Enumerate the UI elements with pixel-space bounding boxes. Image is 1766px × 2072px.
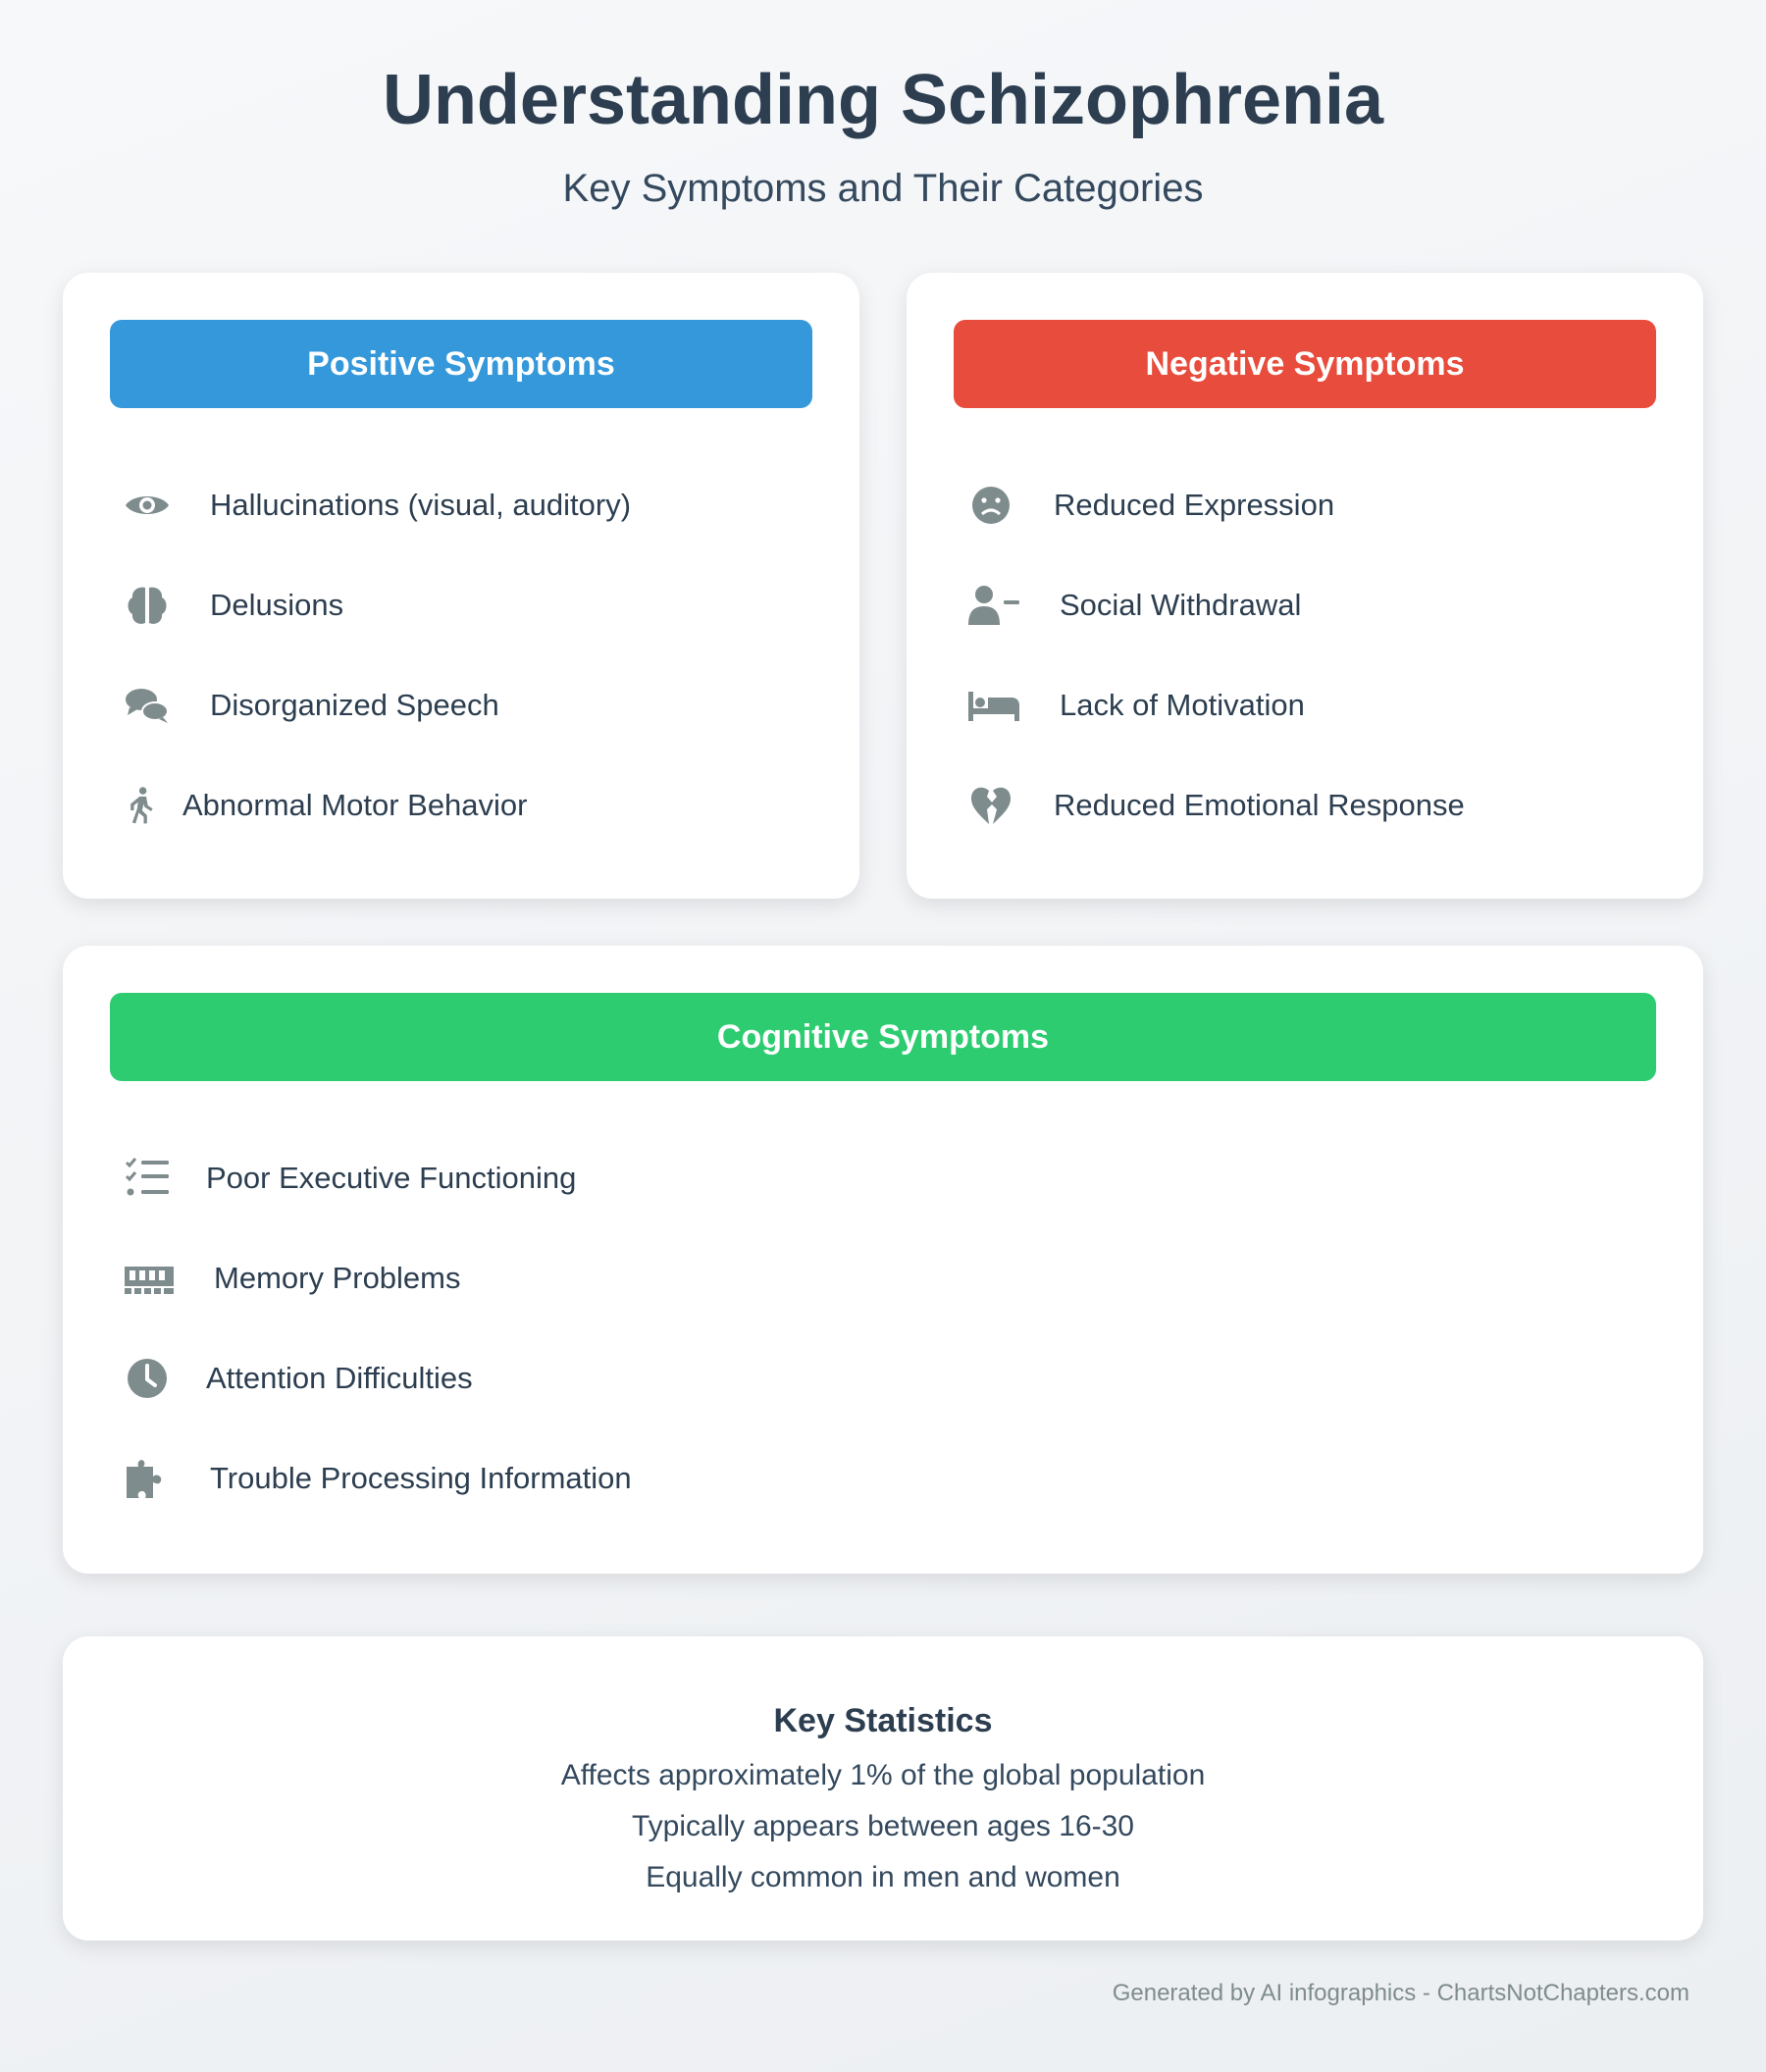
list-item: [965, 555, 1664, 655]
list-item: [122, 1228, 1664, 1328]
positive-symptoms-header: Positive Symptoms: [110, 320, 812, 408]
cognitive-symptoms-list: [122, 1128, 1664, 1528]
page-header: [0, 0, 1766, 211]
list-item: [122, 555, 820, 655]
list-item: [122, 1128, 1664, 1228]
walking-icon: [122, 780, 161, 831]
item-label: Attention Difficulties: [206, 1361, 473, 1395]
key-statistics-card: [63, 1636, 1703, 1941]
comments-icon: [122, 680, 173, 731]
list-item: [122, 455, 820, 555]
statistic-line: Equally common in men and women: [646, 1861, 1120, 1893]
item-label: Abnormal Motor Behavior: [182, 788, 528, 822]
brain-icon: [122, 580, 173, 631]
footer-credit: Generated by AI infographics - ChartsNotChapters.com: [1112, 1980, 1689, 2006]
key-statistics-list: [63, 1750, 1703, 1903]
item-label: Disorganized Speech: [210, 688, 499, 722]
puzzle-icon: [122, 1453, 173, 1504]
key-statistics-title: Key Statistics: [773, 1702, 993, 1739]
page-subtitle: Key Symptoms and Their Categories: [562, 167, 1204, 210]
item-label: Memory Problems: [214, 1261, 461, 1295]
list-item: [122, 1328, 1664, 1428]
statistic-line: Typically appears between ages 16-30: [632, 1810, 1134, 1842]
list-item: [122, 1428, 1664, 1528]
positive-symptoms-card: [63, 273, 859, 899]
negative-symptoms-list: [965, 455, 1664, 855]
user-minus-icon: [965, 580, 1022, 631]
frown-icon: [965, 480, 1016, 531]
item-label: Hallucinations (visual, auditory): [210, 488, 632, 522]
list-item: [122, 655, 820, 755]
item-label: Delusions: [210, 588, 344, 622]
cognitive-symptoms-header: Cognitive Symptoms: [110, 993, 1656, 1081]
page-title: Understanding Schizophrenia: [382, 61, 1384, 139]
item-label: Social Withdrawal: [1060, 588, 1302, 622]
item-label: Reduced Expression: [1054, 488, 1335, 522]
item-label: Poor Executive Functioning: [206, 1161, 577, 1195]
tasks-icon: [122, 1153, 173, 1204]
item-label: Lack of Motivation: [1060, 688, 1305, 722]
eye-icon: [122, 480, 173, 531]
memory-icon: [122, 1253, 177, 1304]
bed-icon: [965, 680, 1022, 731]
list-item: [965, 655, 1664, 755]
positive-symptoms-list: [122, 455, 820, 855]
list-item: [122, 755, 820, 855]
negative-symptoms-header: Negative Symptoms: [954, 320, 1656, 408]
statistic-line: Affects approximately 1% of the global population: [560, 1759, 1206, 1791]
clock-icon: [122, 1353, 173, 1404]
list-item: [965, 455, 1664, 555]
item-label: Reduced Emotional Response: [1054, 788, 1465, 822]
cognitive-symptoms-card: [63, 946, 1703, 1574]
negative-symptoms-card: [907, 273, 1703, 899]
list-item: [965, 755, 1664, 855]
item-label: Trouble Processing Information: [210, 1461, 632, 1495]
heart-broken-icon: [965, 780, 1016, 831]
